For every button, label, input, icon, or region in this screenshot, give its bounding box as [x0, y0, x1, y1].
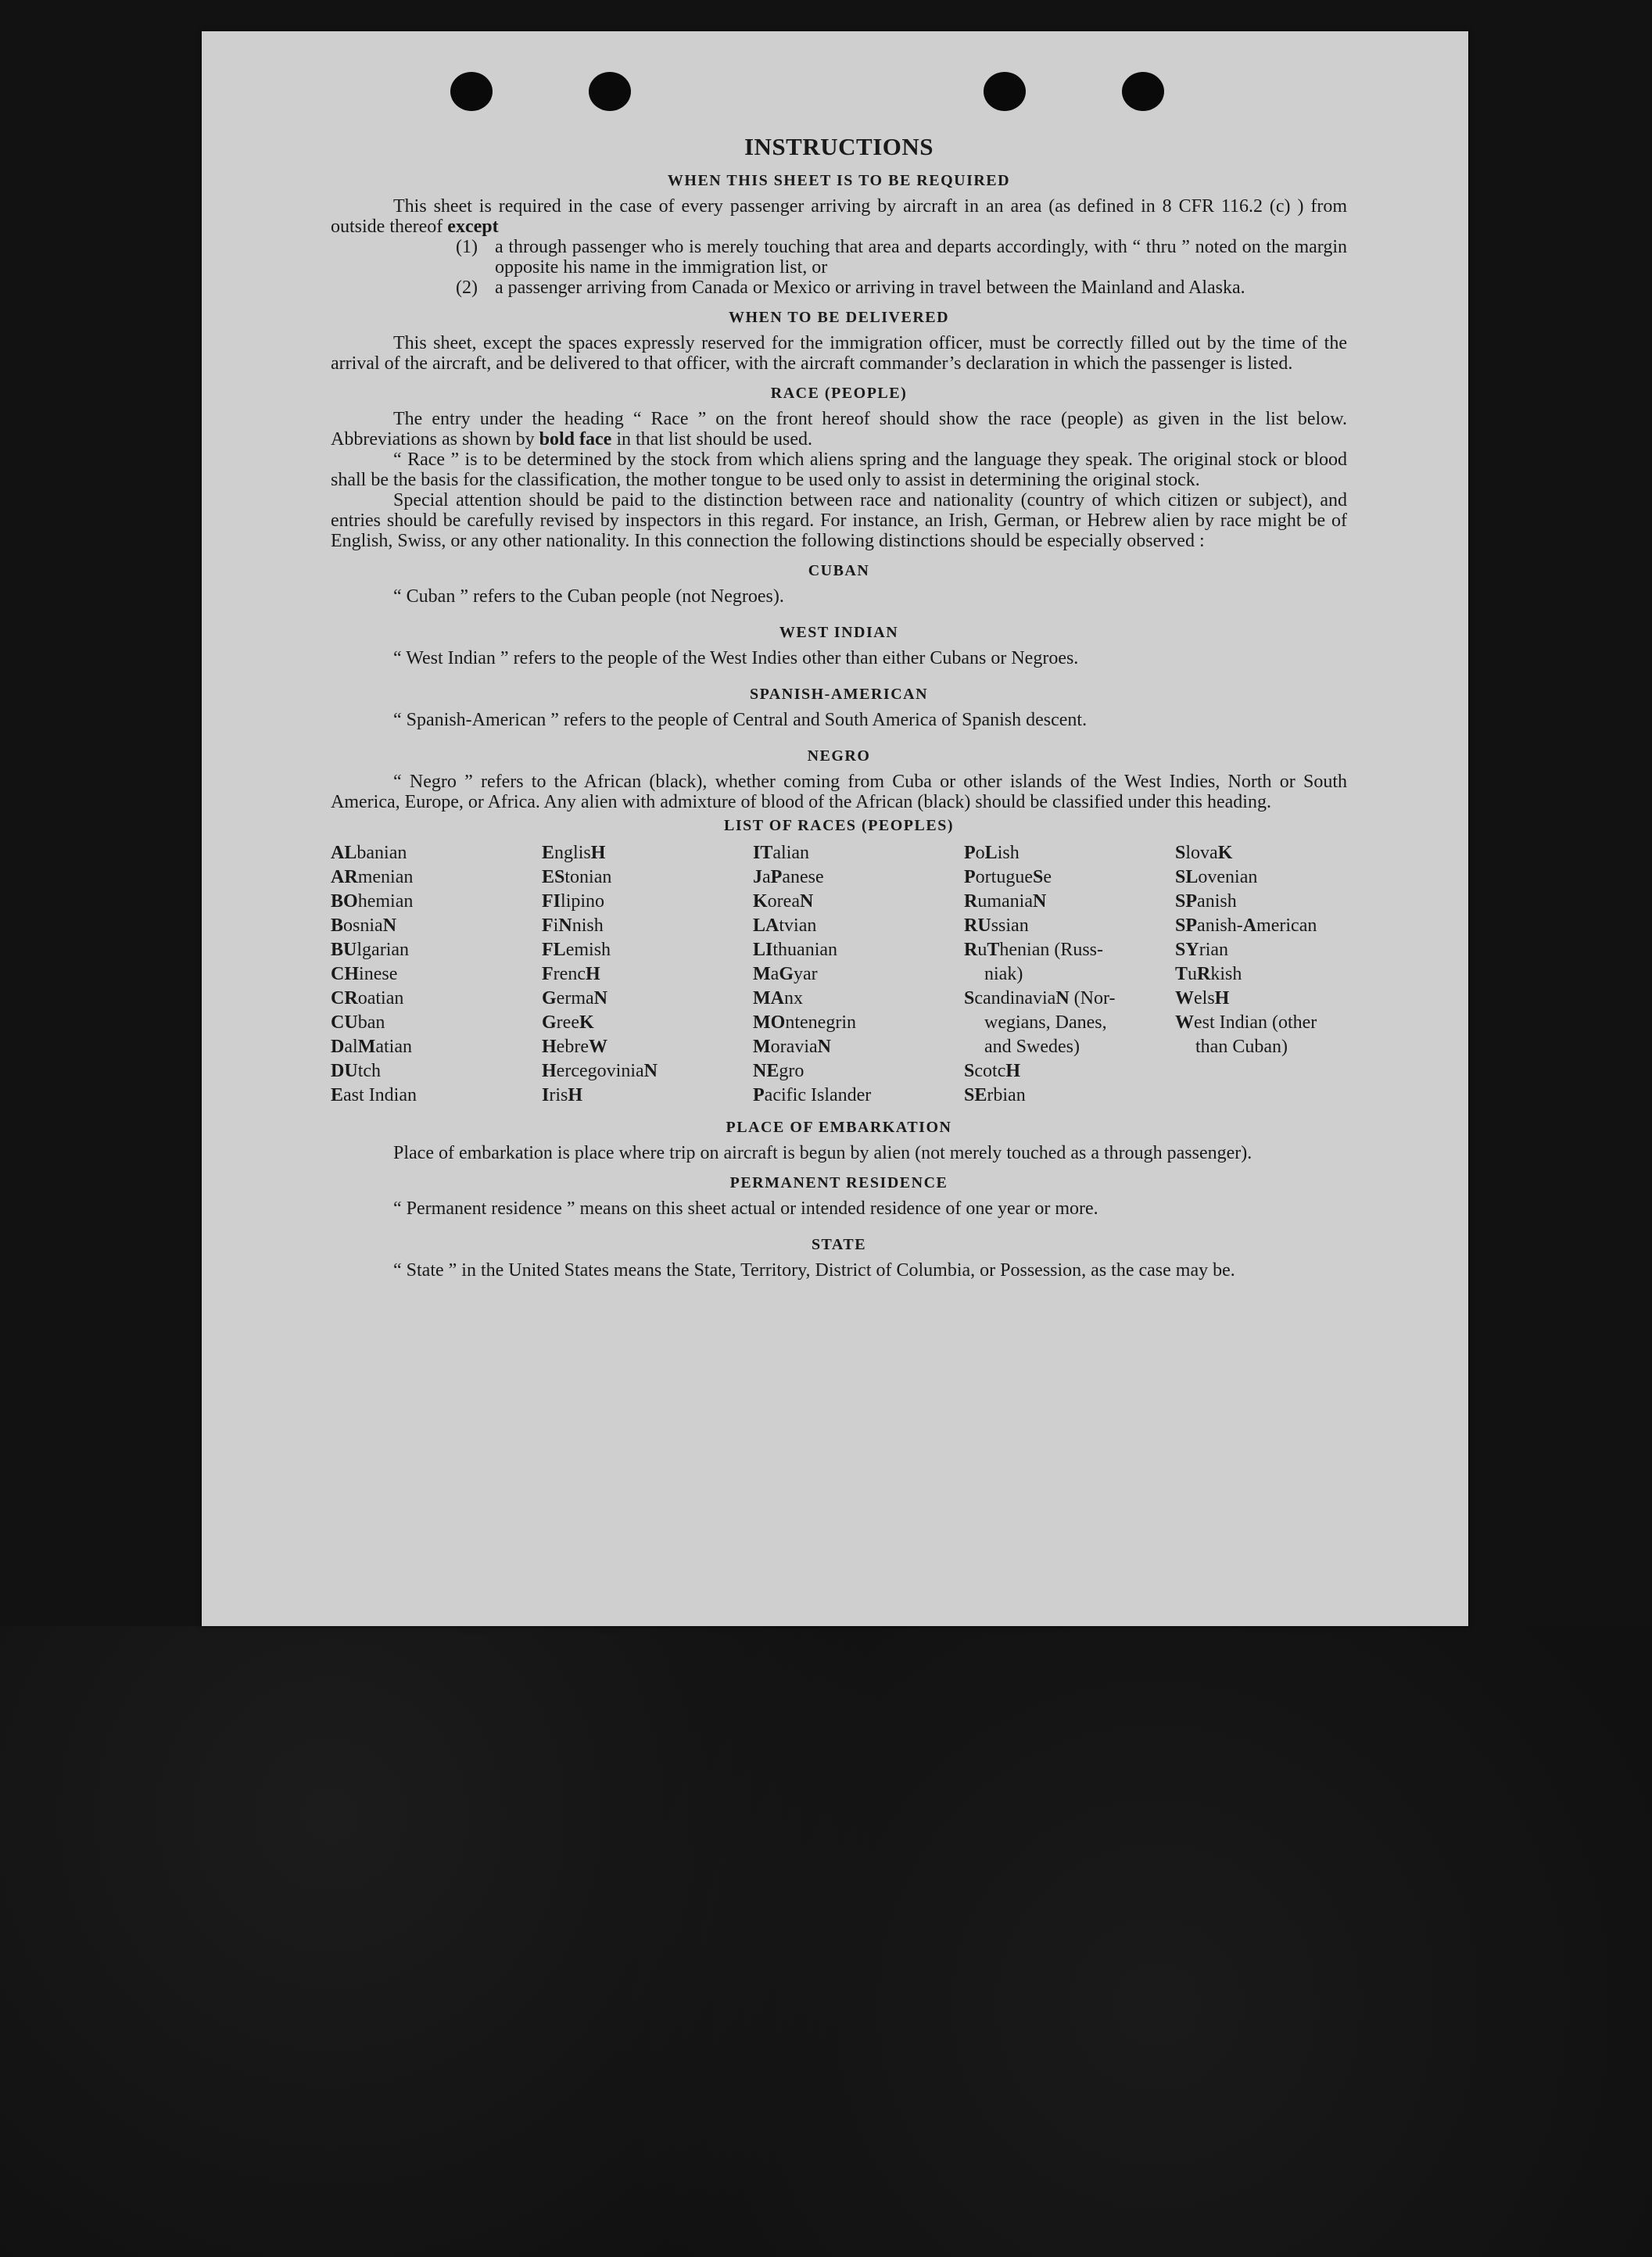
section-heading-negro: NEGRO	[807, 747, 871, 765]
delivered-text: This sheet, except the spaces expressly reserved for the immigration officer, must be correctly filled out by the time of the arrival of the aircraft, and be delivered to that officer, with the aircraft commander’s declaration in which the passenger is listed.	[331, 333, 1347, 374]
race-entry: SErbian	[964, 1085, 1026, 1105]
section-heading-embarkation: PLACE OF EMBARKATION	[726, 1119, 952, 1136]
section-heading-state: STATE	[811, 1236, 867, 1253]
section-heading-delivered: WHEN TO BE DELIVERED	[728, 309, 950, 326]
negro-text: “ Negro ” refers to the African (black), whether coming from Cuba or other islands of the West Indies, North or South America, Europe, or Africa. Any alien with admixture of blood of the African (black) should be classified under this heading.	[331, 772, 1347, 812]
race-entry: FIlipino	[542, 891, 605, 912]
section-heading-west-indian: WEST INDIAN	[779, 624, 899, 641]
race-entry: ARmenian	[331, 867, 414, 887]
races-column	[542, 841, 753, 1108]
required-intro: This sheet is required in the case of every passenger arriving by aircraft in an area (as defined in 8 CFR 116.2 (c) ) from outside thereof except	[331, 196, 1347, 237]
residence-text: “ Permanent residence ” means on this sheet actual or intended residence of one year or more.	[393, 1198, 1098, 1219]
race-entry: LAtvian	[753, 915, 817, 936]
race-entry: WelsH	[1175, 988, 1230, 1008]
spanish-american-text: “ Spanish-American ” refers to the people of Central and South America of Spanish descent.	[393, 710, 1088, 730]
instructions-content	[331, 133, 1347, 1281]
race-entry: RUssian	[964, 915, 1029, 936]
race-paragraph-3: Special attention should be paid to the distinction between race and nationality (country of which citizen or subject), and entries should be carefully revised by inspectors in this regard. For instance, an Irish, German, or Hebrew alien by race might be of English, Swiss, or any other nationality. In this connection the following distinctions should be especially observed :	[331, 490, 1347, 551]
race-entry: SYrian	[1175, 940, 1229, 960]
race-entry: MoraviaN	[753, 1037, 831, 1057]
race-entry: and Swedes)	[984, 1037, 1080, 1057]
section-heading-residence: PERMANENT RESIDENCE	[729, 1174, 948, 1191]
race-entry: wegians, Danes,	[984, 1012, 1107, 1033]
race-entry: SLovenian	[1175, 867, 1258, 887]
exception-item: (1) a through passenger who is merely touching that area and departs accordingly, with “ thru ” noted on the margin opposite his name in the immigration list, or	[456, 237, 1347, 278]
race-entry: RumaniaN	[964, 891, 1047, 912]
race-entry: FiNnish	[542, 915, 604, 936]
races-column	[964, 841, 1175, 1108]
races-column	[753, 841, 964, 1108]
west-indian-text: “ West Indian ” refers to the people of the West Indies other than either Cubans or Negroes.	[393, 648, 1079, 668]
state-text: “ State ” in the United States means the State, Territory, District of Columbia, or Possession, as the case may be.	[393, 1260, 1235, 1281]
race-entry: BOhemian	[331, 891, 414, 912]
race-entry: IrisH	[542, 1085, 583, 1105]
race-entry: FrencH	[542, 964, 600, 984]
race-entry: NEgro	[753, 1061, 804, 1081]
race-entry: EnglisH	[542, 843, 606, 863]
race-entry: CHinese	[331, 964, 398, 984]
race-entry: PoLish	[964, 843, 1020, 863]
race-entry: LIthuanian	[753, 940, 838, 960]
document-page	[202, 31, 1468, 1626]
race-entry: DalMatian	[331, 1037, 412, 1057]
races-column	[331, 841, 542, 1108]
race-entry: GreeK	[542, 1012, 594, 1033]
race-entry: HercegoviniaN	[542, 1061, 658, 1081]
race-entry: TuRkish	[1175, 964, 1242, 984]
punch-hole	[1122, 72, 1164, 111]
race-entry: KoreaN	[753, 891, 814, 912]
race-entry: SlovaK	[1175, 843, 1233, 863]
race-entry: ITalian	[753, 843, 810, 863]
race-entry: ALbanian	[331, 843, 407, 863]
race-entry: MAnx	[753, 988, 803, 1008]
race-entry: BosniaN	[331, 915, 397, 936]
embarkation-text: Place of embarkation is place where trip on aircraft is begun by alien (not merely touched as a through passenger).	[393, 1143, 1252, 1163]
cuban-text: “ Cuban ” refers to the Cuban people (not Negroes).	[393, 586, 784, 607]
race-paragraph-2: “ Race ” is to be determined by the stock from which aliens spring and the language they speak. The original stock or blood shall be the basis for the classification, the mother tongue to be used only to assist in determining the original stock.	[331, 450, 1347, 490]
section-heading-cuban: CUBAN	[808, 562, 870, 579]
race-entry: than Cuban)	[1195, 1037, 1288, 1057]
race-entry: West Indian (other	[1175, 1012, 1317, 1033]
race-entry: GermaN	[542, 988, 607, 1008]
race-entry: BUlgarian	[331, 940, 410, 960]
race-entry: PortugueSe	[964, 867, 1052, 887]
race-entry: DUtch	[331, 1061, 382, 1081]
race-entry: RuThenian (Russ-	[964, 940, 1104, 960]
race-entry: ScotcH	[964, 1061, 1021, 1081]
race-entry: SPanish-American	[1175, 915, 1317, 936]
race-entry: Pacific Islander	[753, 1085, 872, 1105]
race-entry: East Indian	[331, 1085, 417, 1105]
race-entry: FLemish	[542, 940, 611, 960]
punch-hole	[589, 72, 631, 111]
page-title: INSTRUCTIONS	[744, 133, 934, 160]
race-entry: ScandinaviaN (Nor-	[964, 988, 1116, 1008]
race-entry: MaGyar	[753, 964, 818, 984]
race-entry: CUban	[331, 1012, 385, 1033]
race-entry: HebreW	[542, 1037, 607, 1057]
section-heading-list-of-races: LIST OF RACES (PEOPLES)	[723, 817, 954, 834]
section-heading-race: RACE (PEOPLE)	[770, 385, 908, 402]
races-list	[331, 841, 1347, 1108]
races-column	[1175, 841, 1386, 1108]
race-entry: EStonian	[542, 867, 612, 887]
punch-hole	[984, 72, 1026, 111]
race-entry: CRoatian	[331, 988, 404, 1008]
race-entry: SPanish	[1175, 891, 1237, 912]
race-paragraph-1: The entry under the heading “ Race ” on the front hereof should show the race (people) as given in the list below. Abbreviations as shown by bold face in that list should be used.	[331, 409, 1347, 450]
section-heading-required: WHEN THIS SHEET IS TO BE REQUIRED	[667, 172, 1011, 189]
race-entry: MOntenegrin	[753, 1012, 856, 1033]
race-entry: niak)	[984, 964, 1023, 984]
race-entry: JaPanese	[753, 867, 824, 887]
exception-item: (2) a passenger arriving from Canada or Mexico or arriving in travel between the Mainland and Alaska.	[456, 278, 1245, 298]
punch-hole	[450, 72, 493, 111]
scan-background	[0, 1626, 1652, 2257]
section-heading-spanish-american: SPANISH-AMERICAN	[749, 686, 929, 703]
